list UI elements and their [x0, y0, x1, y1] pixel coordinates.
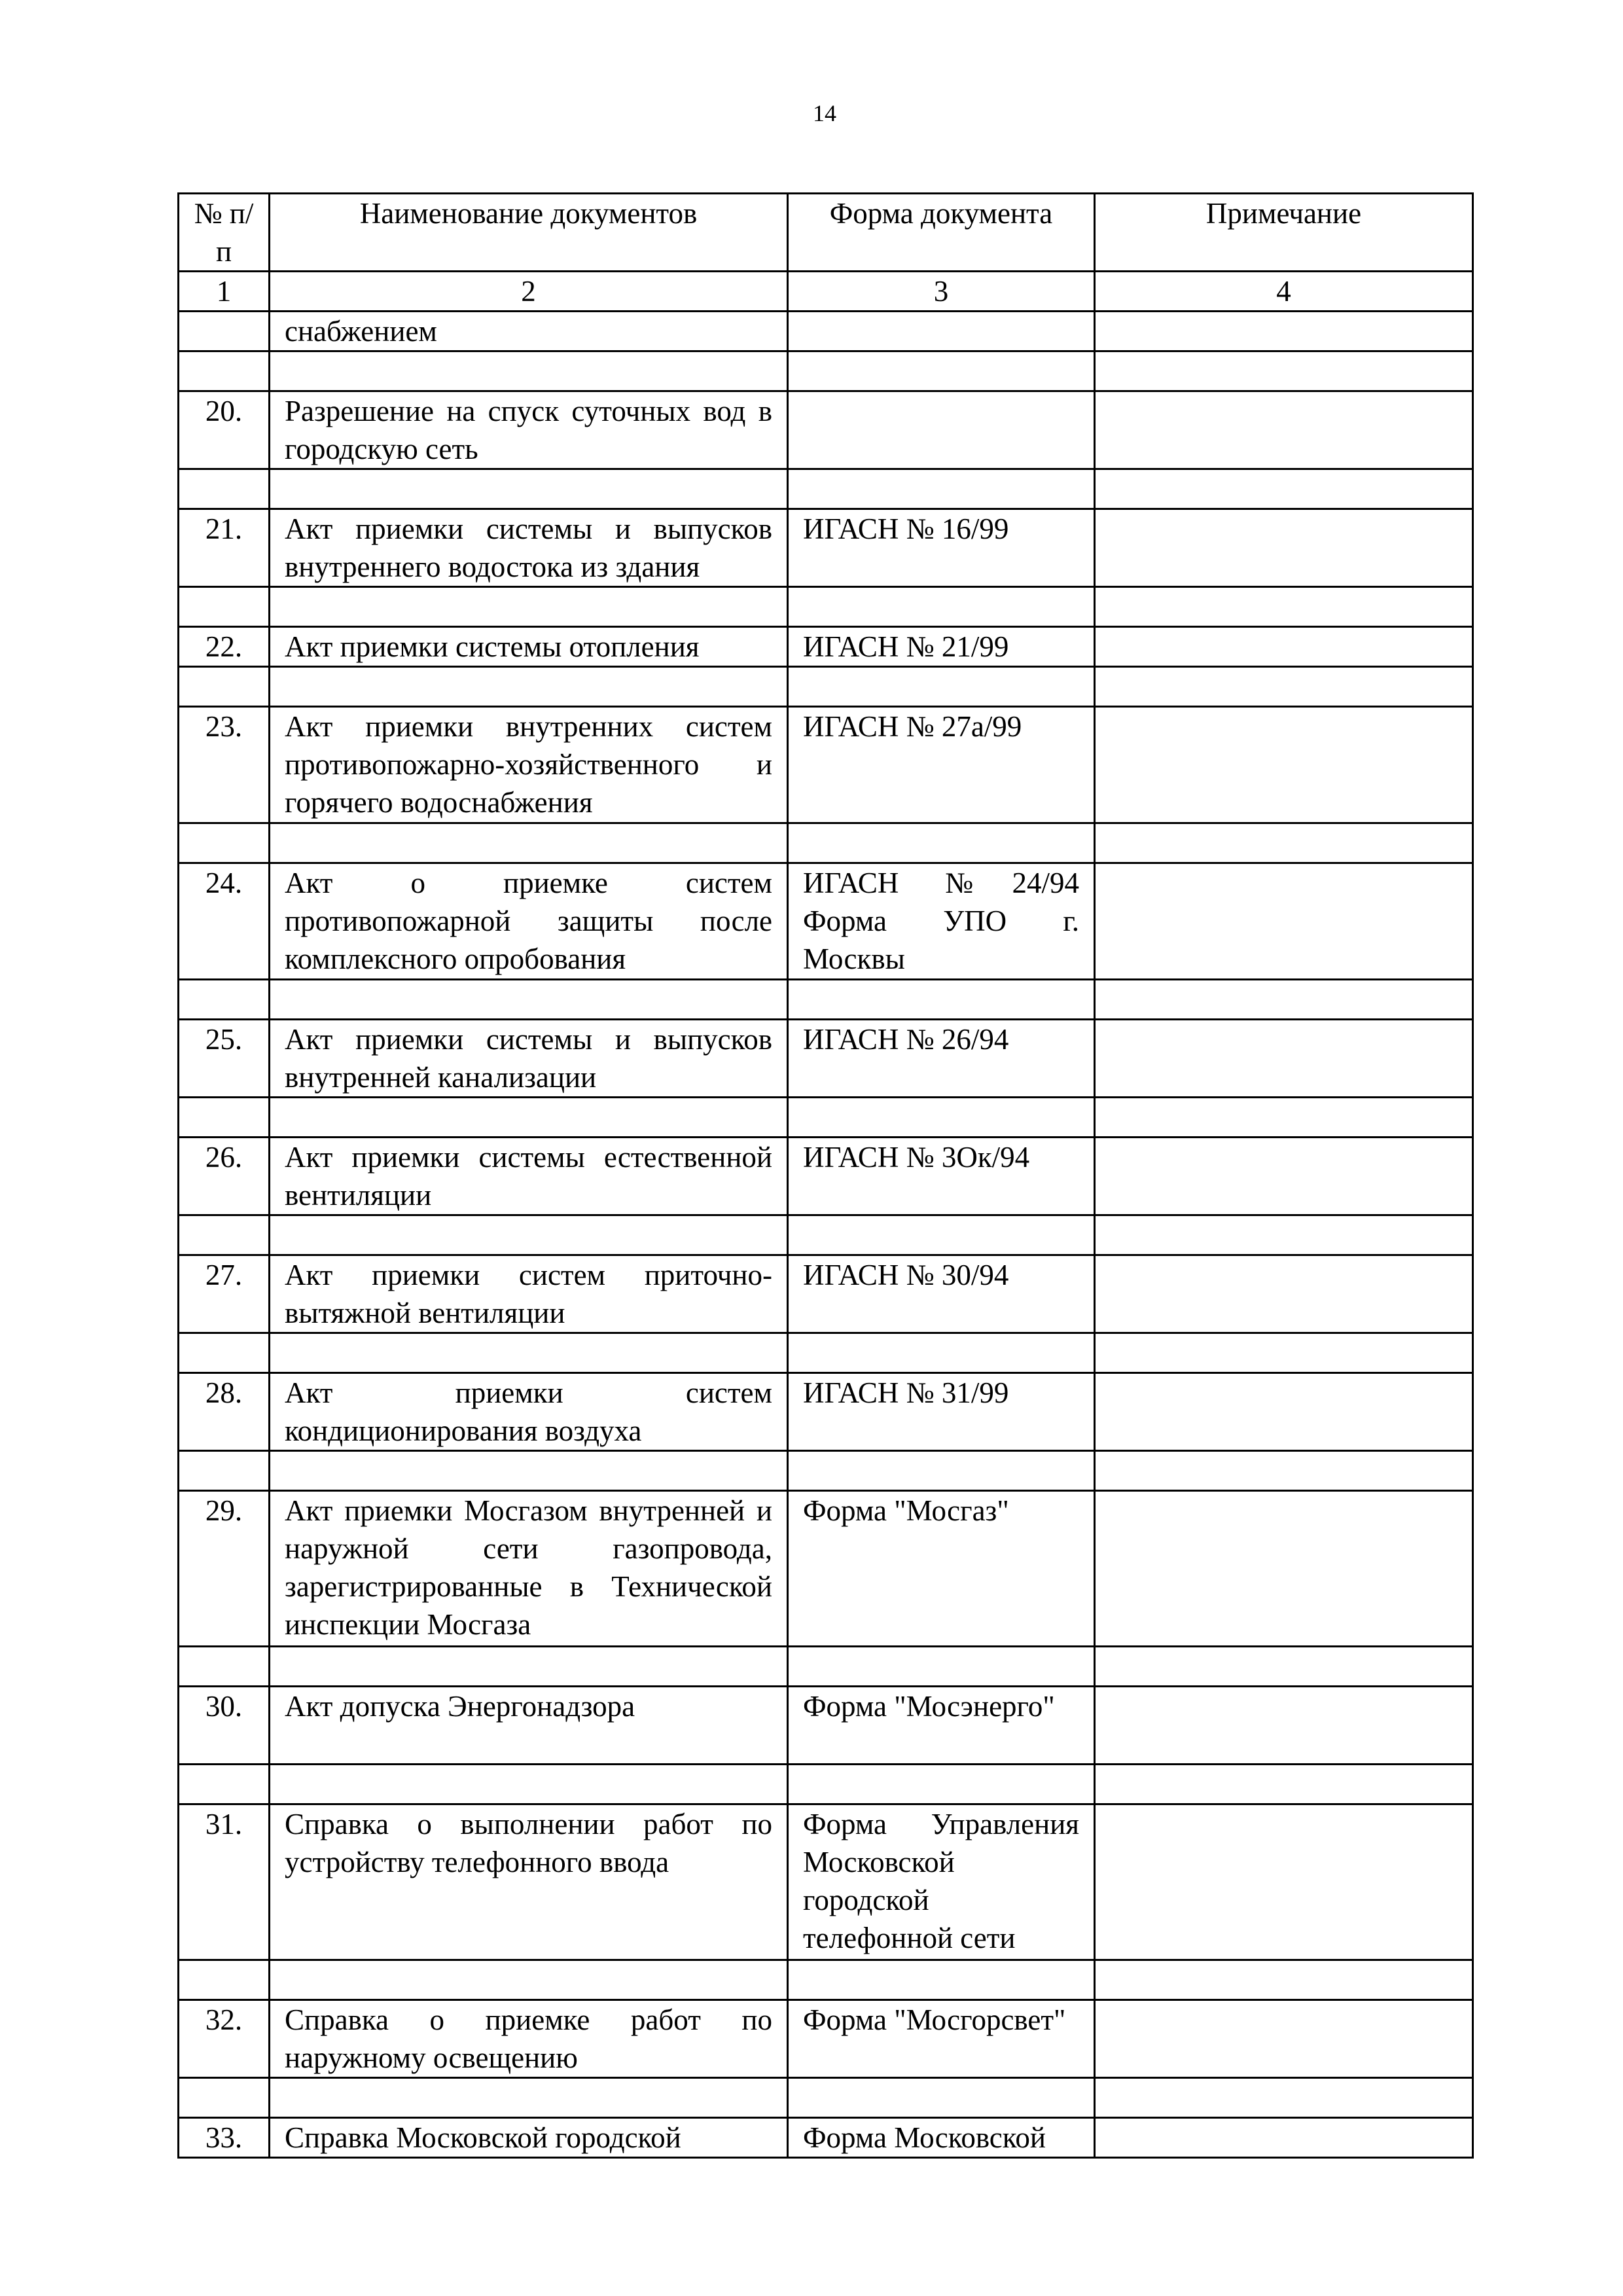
spacer-row — [179, 1215, 1473, 1255]
table-row — [179, 1020, 1473, 1098]
empty-cell — [1095, 1098, 1473, 1138]
empty-cell — [1095, 1333, 1473, 1373]
document-form-cell: ИГАСН №24/94 Форма УПО г. Москвы — [788, 863, 1095, 980]
document-name-cell: Акт допуска Энергонадзора — [270, 1687, 788, 1765]
document-form-cell: ИГАСН № 16/99 — [788, 509, 1095, 587]
table-row — [179, 627, 1473, 667]
empty-cell — [788, 587, 1095, 627]
note-cell — [1095, 312, 1473, 351]
page-number: 14 — [813, 100, 836, 126]
header-name-cell: Наименование документов — [270, 194, 788, 272]
header-row — [179, 194, 1473, 272]
empty-cell — [179, 1451, 270, 1491]
table-row — [179, 707, 1473, 823]
empty-cell — [1095, 1765, 1473, 1804]
empty-cell — [788, 1451, 1095, 1491]
note-cell — [1095, 1138, 1473, 1215]
empty-cell — [1095, 1451, 1473, 1491]
note-cell — [1095, 391, 1473, 469]
empty-cell — [270, 1960, 788, 2000]
empty-cell — [1095, 469, 1473, 509]
note-cell — [1095, 707, 1473, 823]
note-cell — [1095, 1020, 1473, 1098]
header-note-cell: Примечание — [1095, 194, 1473, 272]
document-form-cell: Форма "Мосгорсвет" — [788, 2000, 1095, 2078]
table-row — [179, 1491, 1473, 1647]
empty-cell — [179, 351, 270, 391]
empty-cell — [788, 2078, 1095, 2118]
empty-cell — [270, 1451, 788, 1491]
document-form-cell: Форма Управления Московской городской телефонной сети — [788, 1804, 1095, 1960]
table-row — [179, 2118, 1473, 2158]
row-number-cell: 27. — [179, 1255, 270, 1333]
empty-cell — [179, 2078, 270, 2118]
document-name-cell: Акт приемки системы и выпусков внутренней канализации — [270, 1020, 788, 1098]
row-number-cell: 29. — [179, 1491, 270, 1647]
empty-cell — [270, 2078, 788, 2118]
document-name-cell: Акт приемки системы и выпусков внутреннего водостока из здания — [270, 509, 788, 587]
empty-cell — [179, 667, 270, 707]
document-name-cell: Справка Московской городской — [270, 2118, 788, 2158]
note-cell — [1095, 1491, 1473, 1647]
documents-table — [177, 192, 1474, 2159]
spacer-row — [179, 1647, 1473, 1687]
table-row — [179, 391, 1473, 469]
spacer-row — [179, 1765, 1473, 1804]
empty-cell — [179, 1960, 270, 2000]
column-number: 3 — [788, 272, 1095, 312]
document-form-cell: ИГАСН № 27а/99 — [788, 707, 1095, 823]
document-name-cell: Акт приемки Мосгазом внутренней и наружной сети газопровода, зарегистрированные в Технической инспекции Мосгаза — [270, 1491, 788, 1647]
document-form-cell — [788, 391, 1095, 469]
table-row — [179, 1804, 1473, 1960]
empty-cell — [1095, 351, 1473, 391]
document-form-cell: ИГАСН № 31/99 — [788, 1373, 1095, 1451]
table-row — [179, 2000, 1473, 2078]
empty-cell — [270, 823, 788, 863]
document-form-cell — [788, 312, 1095, 351]
row-number-cell — [179, 312, 270, 351]
empty-cell — [179, 1333, 270, 1373]
document-name-cell: Справка о выполнении работ по устройству телефонного ввода — [270, 1804, 788, 1960]
empty-cell — [1095, 1960, 1473, 2000]
note-cell — [1095, 627, 1473, 667]
empty-cell — [788, 1215, 1095, 1255]
table-row — [179, 1687, 1473, 1765]
header-form-cell: Форма документа — [788, 194, 1095, 272]
empty-cell — [270, 667, 788, 707]
empty-cell — [788, 1960, 1095, 2000]
empty-cell — [788, 1765, 1095, 1804]
document-form-cell: Форма Московской — [788, 2118, 1095, 2158]
note-cell — [1095, 2118, 1473, 2158]
row-number-cell: 32. — [179, 2000, 270, 2078]
row-number-cell: 28. — [179, 1373, 270, 1451]
spacer-row — [179, 823, 1473, 863]
document-name-cell: Справка о приемке работ по наружному освещению — [270, 2000, 788, 2078]
empty-cell — [1095, 667, 1473, 707]
empty-cell — [270, 1098, 788, 1138]
document-name-cell: Акт приемки системы отопления — [270, 627, 788, 667]
note-cell — [1095, 1255, 1473, 1333]
table-row — [179, 1373, 1473, 1451]
column-number: 4 — [1095, 272, 1473, 312]
note-cell — [1095, 2000, 1473, 2078]
empty-cell — [788, 1333, 1095, 1373]
empty-cell — [179, 1215, 270, 1255]
document-form-cell: ИГАСН № 30/94 — [788, 1255, 1095, 1333]
row-number-cell: 22. — [179, 627, 270, 667]
spacer-row — [179, 351, 1473, 391]
note-cell — [1095, 863, 1473, 980]
document-form-cell: ИГАСН № 3Ок/94 — [788, 1138, 1095, 1215]
empty-cell — [788, 1647, 1095, 1687]
spacer-row — [179, 1333, 1473, 1373]
empty-cell — [1095, 823, 1473, 863]
empty-cell — [1095, 2078, 1473, 2118]
spacer-row — [179, 469, 1473, 509]
document-form-cell: Форма "Мосгаз" — [788, 1491, 1095, 1647]
empty-cell — [179, 469, 270, 509]
spacer-row — [179, 587, 1473, 627]
row-number-cell: 23. — [179, 707, 270, 823]
empty-cell — [1095, 1215, 1473, 1255]
document-form-cell: ИГАСН № 21/99 — [788, 627, 1095, 667]
document-name-cell: снабжением — [270, 312, 788, 351]
column-number: 1 — [179, 272, 270, 312]
note-cell — [1095, 1373, 1473, 1451]
empty-cell — [179, 823, 270, 863]
empty-cell — [788, 823, 1095, 863]
note-cell — [1095, 1804, 1473, 1960]
spacer-row — [179, 1098, 1473, 1138]
header-number-cell: № п/п — [179, 194, 270, 272]
document-name-cell: Разрешение на спуск суточных вод в городскую сеть — [270, 391, 788, 469]
document-name-cell: Акт приемки систем приточно-вытяжной вентиляции — [270, 1255, 788, 1333]
row-number-cell: 26. — [179, 1138, 270, 1215]
empty-cell — [179, 1765, 270, 1804]
row-number-cell: 33. — [179, 2118, 270, 2158]
document-form-cell: ИГАСН № 26/94 — [788, 1020, 1095, 1098]
empty-cell — [788, 351, 1095, 391]
document-name-cell: Акт приемки внутренних систем противопожарно-хозяйственного и горячего водоснабжения — [270, 707, 788, 823]
empty-cell — [1095, 1647, 1473, 1687]
column-number-row — [179, 272, 1473, 312]
empty-cell — [179, 980, 270, 1020]
empty-cell — [179, 1647, 270, 1687]
table-row — [179, 863, 1473, 980]
empty-cell — [179, 587, 270, 627]
empty-cell — [788, 469, 1095, 509]
row-number-cell: 31. — [179, 1804, 270, 1960]
empty-cell — [270, 587, 788, 627]
spacer-row — [179, 980, 1473, 1020]
empty-cell — [270, 980, 788, 1020]
spacer-row — [179, 2078, 1473, 2118]
document-name-cell: Акт приемки системы естественной вентиляции — [270, 1138, 788, 1215]
column-number: 2 — [270, 272, 788, 312]
empty-cell — [1095, 587, 1473, 627]
empty-cell — [788, 980, 1095, 1020]
empty-cell — [270, 1333, 788, 1373]
row-number-cell: 25. — [179, 1020, 270, 1098]
empty-cell — [788, 1098, 1095, 1138]
empty-cell — [270, 1215, 788, 1255]
document-name-cell: Акт приемки систем кондиционирования воздуха — [270, 1373, 788, 1451]
spacer-row — [179, 667, 1473, 707]
row-number-cell: 21. — [179, 509, 270, 587]
empty-cell — [270, 1647, 788, 1687]
empty-cell — [788, 667, 1095, 707]
row-number-cell: 20. — [179, 391, 270, 469]
empty-cell — [179, 1098, 270, 1138]
spacer-row — [179, 1960, 1473, 2000]
empty-cell — [270, 469, 788, 509]
table-row — [179, 312, 1473, 351]
table-row — [179, 1255, 1473, 1333]
empty-cell — [270, 351, 788, 391]
empty-cell — [1095, 980, 1473, 1020]
document-name-cell: Акт о приемке систем противопожарной защиты после комплексного опробования — [270, 863, 788, 980]
empty-cell — [270, 1765, 788, 1804]
note-cell — [1095, 1687, 1473, 1765]
row-number-cell: 24. — [179, 863, 270, 980]
table-row — [179, 509, 1473, 587]
spacer-row — [179, 1451, 1473, 1491]
note-cell — [1095, 509, 1473, 587]
table-row — [179, 1138, 1473, 1215]
row-number-cell: 30. — [179, 1687, 270, 1765]
document-form-cell: Форма "Мосэнерго" — [788, 1687, 1095, 1765]
